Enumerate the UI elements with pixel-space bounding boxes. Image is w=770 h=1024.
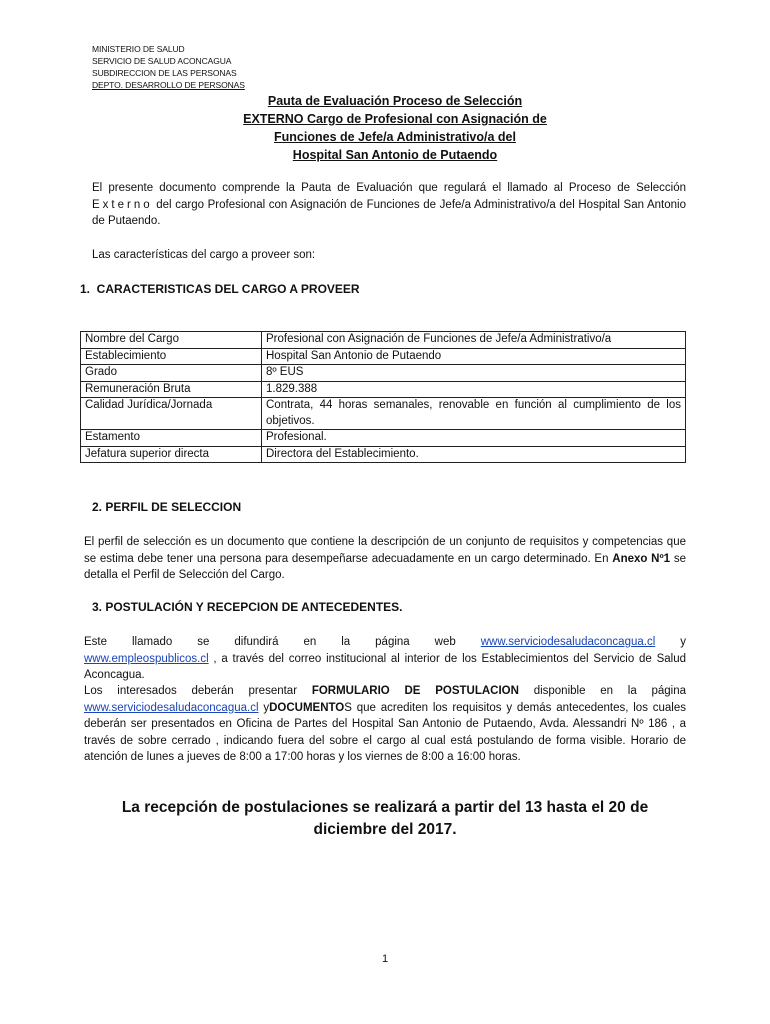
table-cell-value: Hospital San Antonio de Putaendo (262, 348, 686, 365)
diffusion-text-a: Este llamado se difundirá en la página web (84, 636, 456, 648)
table-cell-label: Nombre del Cargo (81, 332, 262, 349)
table-row (81, 430, 686, 447)
header-service: SERVICIO DE SALUD ACONCAGUA (92, 56, 232, 66)
table-row (81, 446, 686, 463)
notice-line-2: diciembre del 2017. (313, 821, 457, 838)
table-row (81, 348, 686, 365)
documents-label: DOCUMENTO (269, 701, 345, 714)
application-form-label: FORMULARIO DE POSTULACION (311, 685, 519, 697)
table-cell-label: Estamento (81, 430, 262, 447)
applicants-text-c: S que acrediten los requisitos y demás antecedentes, los cuales deberán ser presentados en Oficina de Partes del Hospital San Antonio de Putaendo, Avda. Alessandri Nº 186 , a través de sobre cerrado , indicando fuera del sobre el cargo al cual está postulando de forma visible. Horario de atención de lunes a jueves de 8:00 a 17:00 horas y los viernes de 8:00 a 16:00 horas. (84, 701, 686, 763)
table-row (81, 332, 686, 349)
position-characteristics-table (80, 331, 686, 463)
table-row (81, 398, 686, 430)
table-cell-label: Jefatura superior directa (81, 446, 262, 463)
table-cell-label: Establecimiento (81, 348, 262, 365)
institution-header (92, 43, 245, 91)
table-cell-value: Directora del Establecimiento. (262, 446, 686, 463)
table-cell-value: 1.829.388 (262, 381, 686, 398)
title-line-2: EXTERNO Cargo de Profesional con Asignación de (243, 112, 547, 126)
reception-dates-notice (100, 797, 670, 841)
table-row (81, 381, 686, 398)
header-subdirection: SUBDIRECCION DE LAS PERSONAS (92, 68, 237, 78)
table-cell-label: Calidad Jurídica/Jornada (81, 398, 262, 430)
service-website-link-2[interactable]: www.serviciodesaludaconcagua.cl (84, 701, 259, 714)
document-title (150, 92, 640, 164)
table-cell-label: Grado (81, 365, 262, 382)
service-website-link[interactable]: www.serviciodesaludaconcagua.cl (480, 636, 656, 648)
title-line-4: Hospital San Antonio de Putaendo (292, 148, 498, 162)
section-2-heading: 2. PERFIL DE SELECCION (92, 500, 242, 514)
table-cell-value: Profesional. (262, 430, 686, 447)
section-2-paragraph (84, 534, 686, 584)
profile-text-a: El perfil de selección es un documento que contiene la descripción de un conjunto de requisitos y competencias que se estima debe tener una persona para desempeñarse adecuadamente en un cargo determinado. En (84, 536, 686, 565)
intro-paragraph (92, 180, 686, 230)
empleos-publicos-link[interactable]: www.empleospublicos.cl (84, 652, 209, 665)
applicants-and: y (263, 701, 270, 714)
table-cell-value: 8º EUS (262, 365, 686, 382)
intro-externo: Externo (92, 198, 153, 211)
table-cell-value: Profesional con Asignación de Funciones de Jefe/a Administrativo/a (262, 332, 686, 349)
section-3-paragraph-1 (84, 634, 686, 684)
diffusion-and: y (680, 636, 686, 648)
intro-characteristics-line: Las características del cargo a proveer son: (92, 249, 316, 261)
profile-text-b: se detalla el Perfil de Selección del Cargo. (84, 552, 686, 581)
page-number: 1 (381, 953, 389, 965)
header-department: DEPTO. DESARROLLO DE PERSONAS (92, 80, 245, 90)
annex-reference: Anexo Nº1 (612, 552, 671, 565)
title-line-1: Pauta de Evaluación Proceso de Selección (267, 94, 523, 108)
section-3-heading: 3. POSTULACIÓN Y RECEPCION DE ANTECEDENTES. (92, 600, 403, 614)
table-cell-value: Contrata, 44 horas semanales, renovable en función al cumplimiento de los objetivos. (262, 398, 686, 430)
applicants-text-a: Los interesados deberán presentar (84, 685, 298, 697)
diffusion-text-b: , a través del correo institucional al interior de los Establecimientos del Servicio de Salud Aconcagua. (84, 652, 686, 681)
table-cell-label: Remuneración Bruta (81, 381, 262, 398)
table-row (81, 365, 686, 382)
section-3-paragraph-2 (84, 683, 686, 766)
section-1-heading: 1. CARACTERISTICAS DEL CARGO A PROVEER (80, 282, 360, 296)
title-line-3: Funciones de Jefe/a Administrativo/a del (274, 130, 516, 144)
applicants-text-b: disponible en la página (533, 685, 687, 697)
notice-line-1: La recepción de postulaciones se realizará a partir del 13 hasta el 20 de (121, 799, 649, 816)
intro-text-b: del cargo Profesional con Asignación de Funciones de Jefe/a Administrativo/a del Hospital San Antonio de Putaendo. (92, 198, 686, 227)
diffusion-line (84, 634, 686, 651)
header-ministry: MINISTERIO DE SALUD (92, 44, 185, 54)
intro-text-a: El presente documento comprende la Pauta de Evaluación que regulará el llamado al Proceso de Selección (92, 182, 686, 194)
